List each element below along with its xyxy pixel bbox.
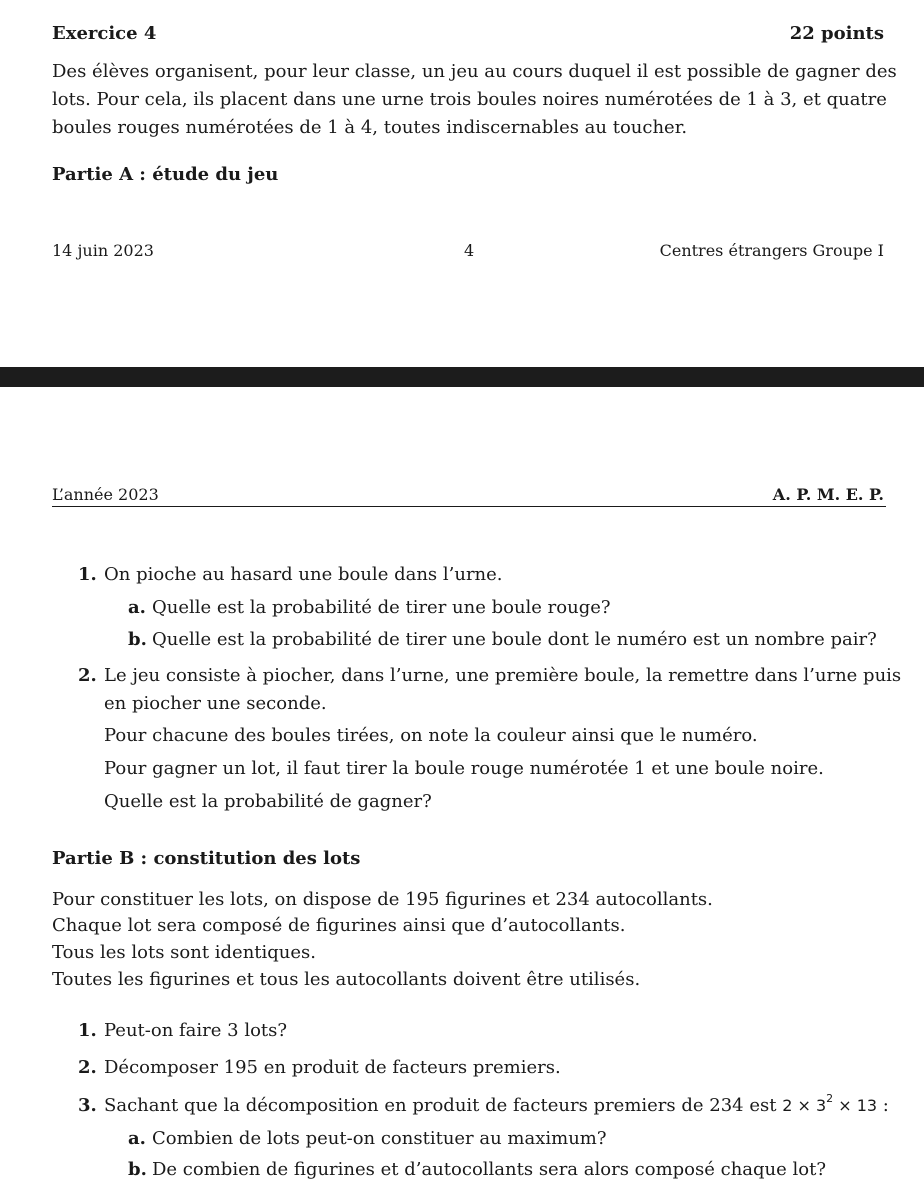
exercise-points: 22 points (789, 23, 884, 44)
question-a2-line5: Quelle est la probabilité de gagner? (104, 791, 432, 812)
page-separator (0, 367, 924, 387)
prime-factorization (782, 1091, 878, 1115)
subquestion-text: De combien de figurines et d’autocollants sera alors composé chaque lot? (152, 1159, 826, 1180)
part-b-intro-2: Chaque lot sera composé de figurines ainsi que d’autocollants. (52, 915, 626, 936)
question-text: Sachant que la décomposition en produit de facteurs premiers de 234 est (104, 1095, 777, 1116)
intro-line-2: lots. Pour cela, ils placent dans une urne trois boules noires numérotées de 1 à 3, et quatre (52, 89, 887, 110)
header-apmep: A. P. M. E. P. (772, 485, 884, 504)
formula-end: : (877, 1095, 889, 1116)
question-text: Le jeu consiste à piocher, dans l’urne, une première boule, la remettre dans l’urne puis (104, 665, 902, 686)
question-a2 (78, 662, 901, 690)
question-a1b (128, 626, 877, 654)
subquestion-label: b. (128, 1159, 147, 1180)
subquestion-label: b. (128, 629, 147, 650)
question-b2 (78, 1054, 561, 1082)
question-number: 2. (78, 665, 97, 686)
question-text: On pioche au hasard une boule dans l’urne. (104, 564, 503, 585)
footer-page-number: 4 (464, 241, 475, 260)
subquestion-label: a. (128, 597, 146, 618)
question-a2-line2: en piocher une seconde. (104, 693, 327, 714)
question-number: 1. (78, 1020, 97, 1041)
header-year: L’année 2023 (52, 485, 159, 504)
question-a1a (128, 594, 611, 622)
question-text: Peut-on faire 3 lots? (104, 1020, 288, 1041)
question-number: 1. (78, 564, 97, 585)
question-b3 (78, 1092, 889, 1120)
question-b1 (78, 1017, 287, 1045)
part-a-title: Partie A : étude du jeu (52, 164, 279, 185)
question-b3a (128, 1125, 607, 1153)
header-rule (52, 506, 886, 507)
subquestion-text: Quelle est la probabilité de tirer une boule rouge? (152, 597, 611, 618)
footer-center: Centres étrangers Groupe I (659, 241, 884, 260)
question-number: 2. (78, 1057, 97, 1078)
intro-line-3: boules rouges numérotées de 1 à 4, toutes indiscernables au toucher. (52, 117, 688, 138)
part-b-intro-4: Toutes les figurines et tous les autocollants doivent être utilisés. (52, 969, 641, 990)
formula-exponent: 2 (826, 1091, 834, 1105)
subquestion-text: Quelle est la probabilité de tirer une boule dont le numéro est un nombre pair? (152, 629, 877, 650)
subquestion-text: Combien de lots peut-on constituer au maximum? (152, 1128, 607, 1149)
question-a2-line4: Pour gagner un lot, il faut tirer la boule rouge numérotée 1 et une boule noire. (104, 758, 824, 779)
subquestion-label: a. (128, 1128, 146, 1149)
exercise-title: Exercice 4 (52, 23, 157, 44)
question-b3b (128, 1156, 826, 1184)
question-a1 (78, 561, 503, 589)
intro-line-1: Des élèves organisent, pour leur classe, un jeu au cours duquel il est possible de gagner des (52, 61, 897, 82)
part-b-intro-3: Tous les lots sont identiques. (52, 942, 317, 963)
footer-date: 14 juin 2023 (52, 241, 154, 260)
formula-tail: × 13 (833, 1096, 878, 1115)
question-number: 3. (78, 1095, 97, 1116)
question-text: Décomposer 195 en produit de facteurs premiers. (104, 1057, 561, 1078)
part-b-intro-1: Pour constituer les lots, on dispose de 195 figurines et 234 autocollants. (52, 889, 713, 910)
part-b-title: Partie B : constitution des lots (52, 848, 361, 869)
question-a2-line3: Pour chacune des boules tirées, on note la couleur ainsi que le numéro. (104, 725, 758, 746)
formula-base: 2 × 3 (782, 1096, 827, 1115)
